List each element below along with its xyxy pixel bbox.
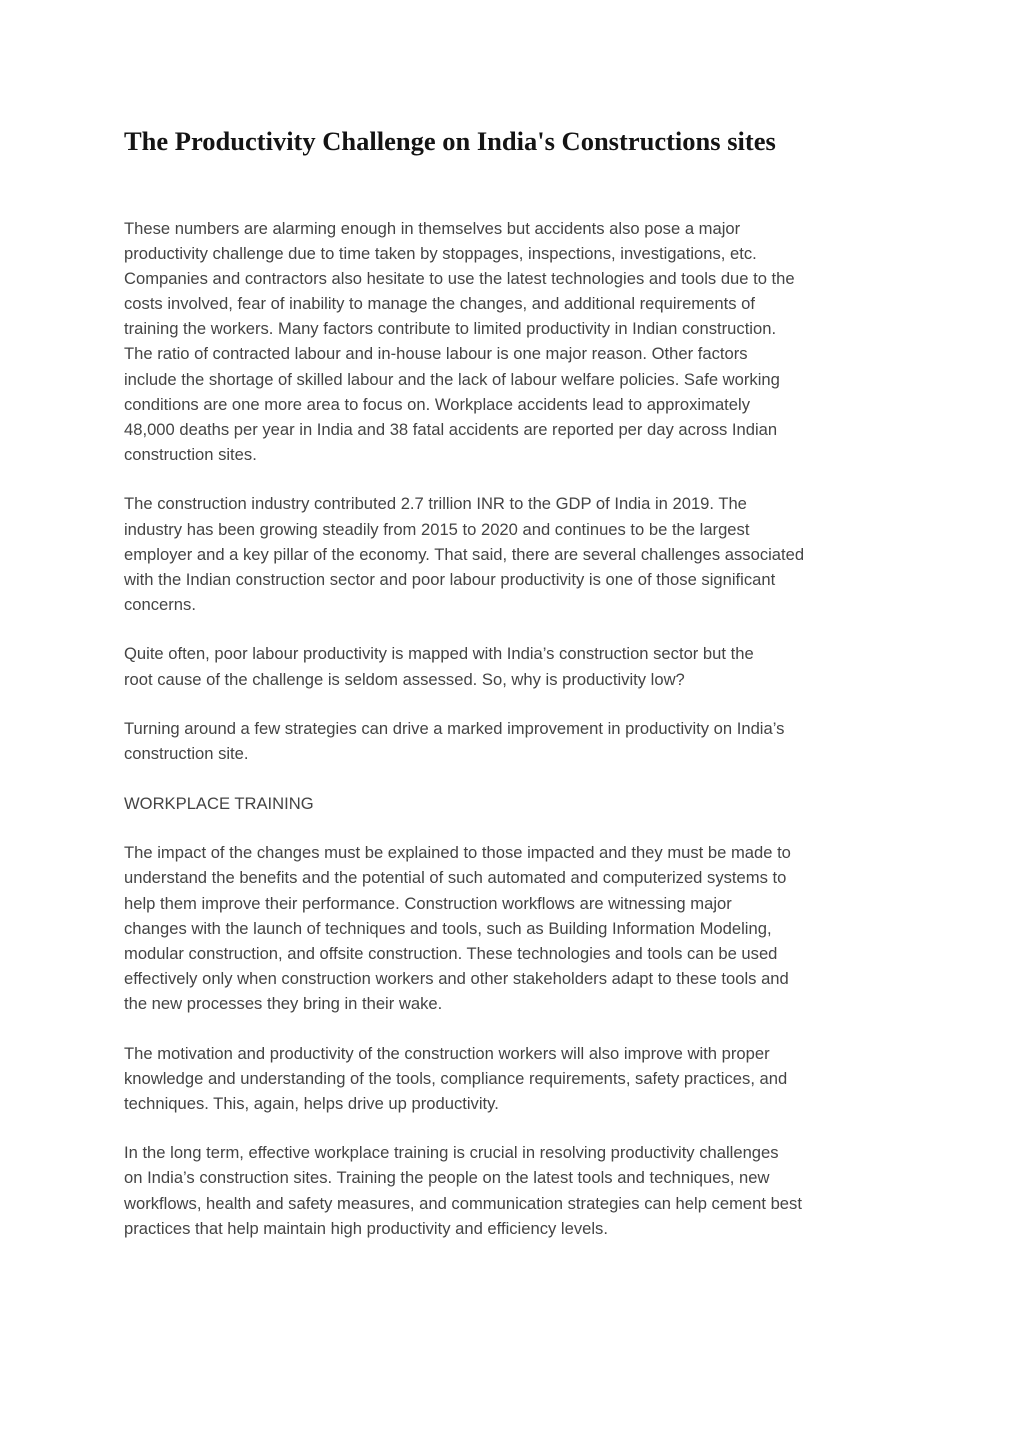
paragraph-line: practices that help maintain high productivity and efficiency levels. [124, 1218, 608, 1238]
paragraph-line: costs involved, fear of inability to manage the changes, and additional requirements of [124, 294, 755, 314]
paragraph-line: concerns. [124, 594, 196, 614]
paragraph-line: productivity challenge due to time taken by stoppages, inspections, investigations, etc. [124, 244, 757, 264]
paragraph-line: with the Indian construction sector and poor labour productivity is one of those significant [124, 569, 776, 589]
paragraph-line: employer and a key pillar of the economy. That said, there are several challenges associated [124, 544, 805, 564]
paragraph [124, 1140, 904, 1240]
paragraph-line: construction sites. [124, 444, 257, 464]
paragraph-line: include the shortage of skilled labour and the lack of labour welfare policies. Safe working [124, 369, 780, 389]
paragraph-line: effectively only when construction workers and other stakeholders adapt to these tools and [124, 968, 789, 988]
paragraph-line: These numbers are alarming enough in themselves but accidents also pose a major [124, 219, 741, 238]
paragraph-line: The impact of the changes must be explained to those impacted and they must be made to [124, 843, 791, 863]
paragraph-line: Turning around a few strategies can drive a marked improvement in productivity on India’s [124, 719, 785, 739]
document-title: The Productivity Challenge on India's Constructions sites [124, 126, 776, 156]
paragraph-line: The motivation and productivity of the construction workers will also improve with proper [124, 1043, 770, 1063]
paragraph-line: industry has been growing steadily from 2015 to 2020 and continues to be the largest [124, 519, 750, 539]
paragraph-line: In the long term, effective workplace training is crucial in resolving productivity challenges [124, 1143, 779, 1163]
intro-section [124, 216, 904, 766]
paragraph [124, 641, 904, 691]
paragraph-line: The construction industry contributed 2.7 trillion INR to the GDP of India in 2019. The [124, 494, 747, 514]
paragraph-line: conditions are one more area to focus on. Workplace accidents lead to approximately [124, 394, 750, 414]
section-heading: WORKPLACE TRAINING [124, 793, 314, 813]
paragraph [124, 216, 904, 467]
paragraph-line: modular construction, and offsite construction. These technologies and tools can be used [124, 943, 778, 963]
paragraph-line: 48,000 deaths per year in India and 38 fatal accidents are reported per day across Indian [124, 419, 778, 439]
paragraph-line: understand the benefits and the potential of such automated and computerized systems to [124, 868, 787, 888]
paragraph-line: help them improve their performance. Construction workflows are witnessing major [124, 893, 732, 913]
paragraph [124, 840, 904, 1016]
paragraph-line: root cause of the challenge is seldom assessed. So, why is productivity low? [124, 669, 685, 689]
paragraph-line: Quite often, poor labour productivity is mapped with India’s construction sector but the [124, 644, 754, 664]
paragraph-line: construction site. [124, 744, 249, 764]
paragraph [124, 716, 904, 766]
paragraph-line: changes with the launch of techniques and tools, such as Building Information Modeling, [124, 918, 772, 938]
workplace-training-section [124, 840, 904, 1240]
paragraph-line: knowledge and understanding of the tools, compliance requirements, safety practices, and [124, 1068, 788, 1088]
paragraph [124, 491, 904, 616]
paragraph-line: on India’s construction sites. Training the people on the latest tools and techniques, new [124, 1168, 770, 1188]
paragraph-line: the new processes they bring in their wake. [124, 993, 443, 1013]
paragraph-line: workflows, health and safety measures, and communication strategies can help cement best [124, 1193, 802, 1213]
paragraph-line: Companies and contractors also hesitate to use the latest technologies and tools due to the [124, 269, 795, 289]
paragraph [124, 1041, 904, 1116]
paragraph-line: techniques. This, again, helps drive up productivity. [124, 1093, 499, 1113]
document-body [124, 216, 904, 1265]
paragraph-line: The ratio of contracted labour and in-house labour is one major reason. Other factors [124, 344, 748, 364]
paragraph-line: training the workers. Many factors contribute to limited productivity in Indian construction. [124, 319, 777, 339]
